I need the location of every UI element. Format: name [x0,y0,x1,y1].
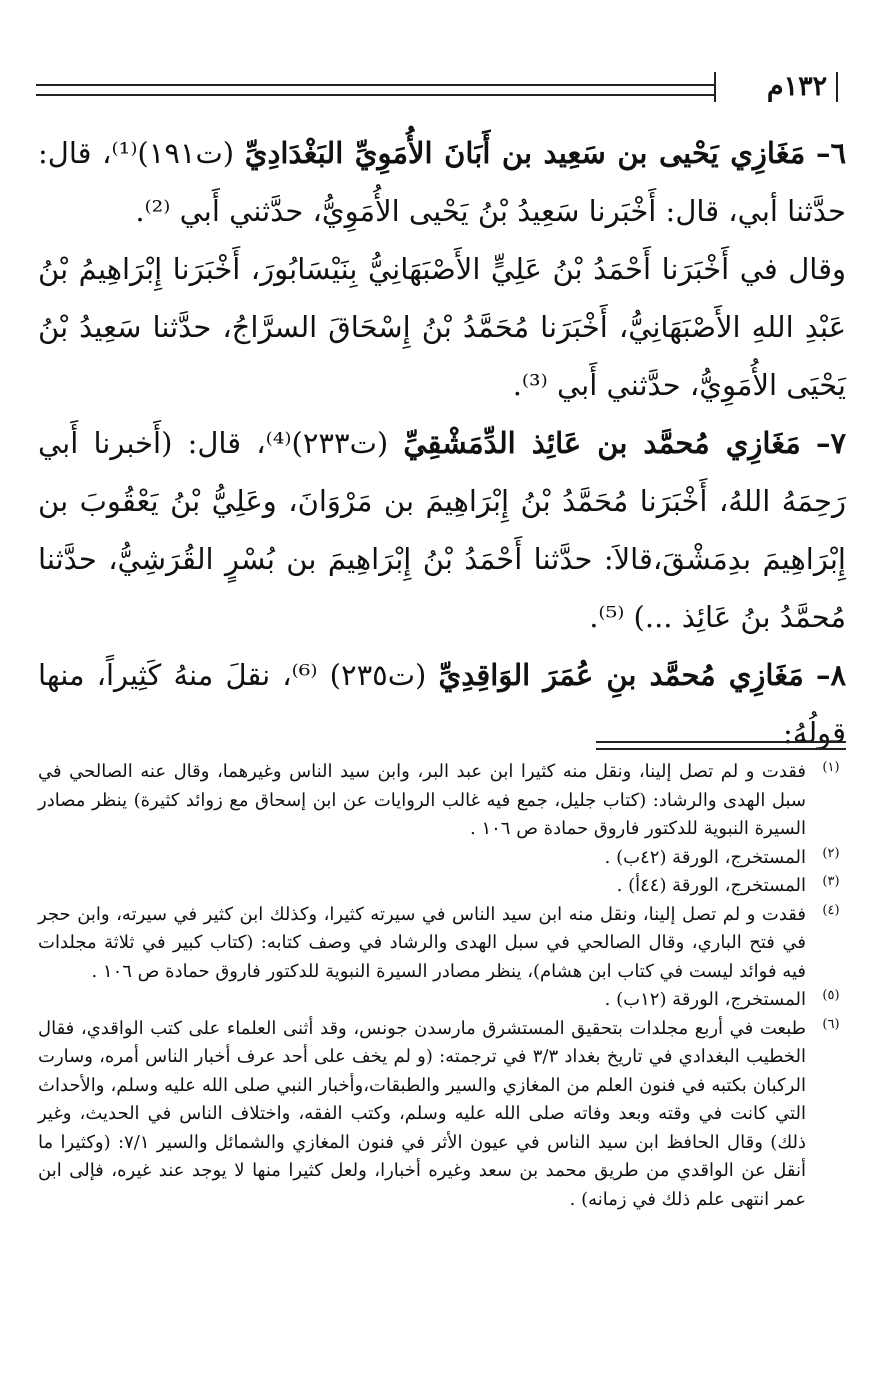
footnote-text: فقدت و لم تصل إلينا، ونقل منه ابن سيد الناس في سيرته كثيرا، وكذلك ابن كثير في سيرته، وابن حجر في فتح الباري، وقال الصالحي في سبل الهدى والرشاد في وصف كتابه: (كتاب كبير في ثلاثة مجلدات فيه فوائد ليست في كتاب ابن هشام)، ينظر مصادر السيرة النبوية للدكتور فاروق حمادة ص ١٠٦ . [38,903,806,982]
entry-6 [38,124,846,240]
footnote-mark: (٣) [822,874,840,889]
footnote-1 [38,758,846,844]
entry-number: ٧– [815,426,847,460]
footnote-5 [38,986,846,1015]
footnote-4 [38,901,846,987]
footnote-text: المستخرج، الورقة (٤٢ب) . [604,846,806,868]
footnote-mark: (٦) [822,1016,840,1032]
header-ornament [714,72,758,102]
entry-text: (ت١٩١)⁽¹⁾، قال: حدَّثنا أبي، قال: أَخْبَرنا سَعِيدُ بْنُ يَحْيى الأُمَوِيُّ، حدَّثني أَبي ⁽²⁾. [38,136,846,228]
footnote-text: المستخرج، الورقة (١٢ب) . [604,989,806,1010]
entry-title: مَغَازِي مُحمَّد بنِ عُمَرَ الوَاقِدِيِّ [438,658,804,692]
footnote-3 [38,872,846,901]
entry-text: وقال في أَخْبَرَنا أَحْمَدُ بْنُ عَلِيٍّ الأَصْبَهَانِيُّ بِنَيْسَابُورَ، أَخْبَرَنا إِبْرَاهِيمُ بْنُ عَبْدِ اللهِ الأَصْبَهَانِيُّ، أَخْبَرَنا مُحَمَّدُ بْنُ إِسْحَاقَ السرَّاجُ، حدَّثنا سَعِيدُ بْنُ يَحْيَى الأُمَوِيُّ، حدَّثني أَبي ⁽³⁾. [38,252,846,402]
footnote-mark: (١) [822,760,840,775]
entry-7 [38,414,846,646]
page-number: ١٣٢م [756,72,838,102]
entry-number: ٦– [815,136,847,170]
entry-title: مَغَازِي مُحمَّد بن عَائِذ الدِّمَشْقِيِّ [403,426,801,460]
main-text [38,124,846,762]
entry-6-continuation [38,240,846,414]
page-header [36,72,844,102]
footnote-text: طبعت في أربع مجلدات بتحقيق المستشرق مارسدن جونس، وقد أثنى العلماء على كتب الواقدي، فقال الخطيب البغدادي في تاريخ بغداد ٣/٣ في ترجمته: (و لم يخف على أحد عرف أخبار الناس أمره، وسارت الركبان بكتبه في فنون العلم من المغازي والسير والطبقات،وأخبار النبي صلى الله عليه وسلم، والأحداث التي كانت في وقته وبعد وفاته صلى الله عليه وسلم، وكتب الفقه، واختلاف الناس في الحديث، وغير ذلك) وقال الحافظ ابن سيد الناس في عيون الأثر في فنون المغازي والشمائل والسير ٧/١: (وكثيرا ما أنقل عن الواقدي من طريق محمد بن سعد وغيره أخبارا، ولعل كثيرا منها لا يوجد عند غيره، فإلى ابن عمر انتهى علم ذلك في زمانه) . [38,1017,806,1210]
footnote-separator [596,741,846,750]
entry-text: (ت٢٣٣)⁽⁴⁾، قال: (أَخبرنا أَبي رَحِمَهُ اللهُ، أَخْبَرَنا مُحَمَّدُ بْنُ إِبْرَاهِيمَ بن مَرْوَانَ، وعَلِيُّ بْنُ يَعْقُوبَ بن إِبْرَاهِيمَ بدِمَشْقَ،قالاَ: حدَّثنا أَحْمَدُ بْنُ إِبْرَاهِيمَ بن بُسْرٍ القُرَشِيُّ، حدَّثنا مُحمَّدُ بنُ عَائِذ ...) ⁽⁵⁾. [38,426,846,634]
footnotes [38,758,846,1214]
entry-text: (ت٢٣٥) ⁽⁶⁾، نقلَ منهُ كَثِيراً، منها قولُهُ: [38,658,846,750]
footnote-6 [38,1015,846,1215]
footnote-2 [38,844,846,873]
footnote-mark: (٤) [822,902,840,918]
entry-title: مَغَازِي يَحْيى بن سَعِيد بن أَبَانَ الأُمَوِيِّ البَغْدَادِيِّ [244,136,806,170]
entry-number: ٨– [815,658,847,692]
footnote-text: فقدت و لم تصل إلينا، ونقل منه كثيرا ابن عبد البر، وابن سيد الناس وغيرهما، وقال عنه الصالحي في سبل الهدى والرشاد: (كتاب جليل، جمع فيه غالب الروايات عن ابن إسحاق مع زوائد كثيرة) ينظر مصادر السيرة النبوية للدكتور فاروق حمادة ص ١٠٦ . [38,761,806,839]
footnote-text: المستخرج، الورقة (٤٤أ) . [616,875,806,896]
footnote-mark: (٢) [822,845,840,861]
footnote-mark: (٥) [822,988,840,1003]
header-end-cap [836,72,844,102]
